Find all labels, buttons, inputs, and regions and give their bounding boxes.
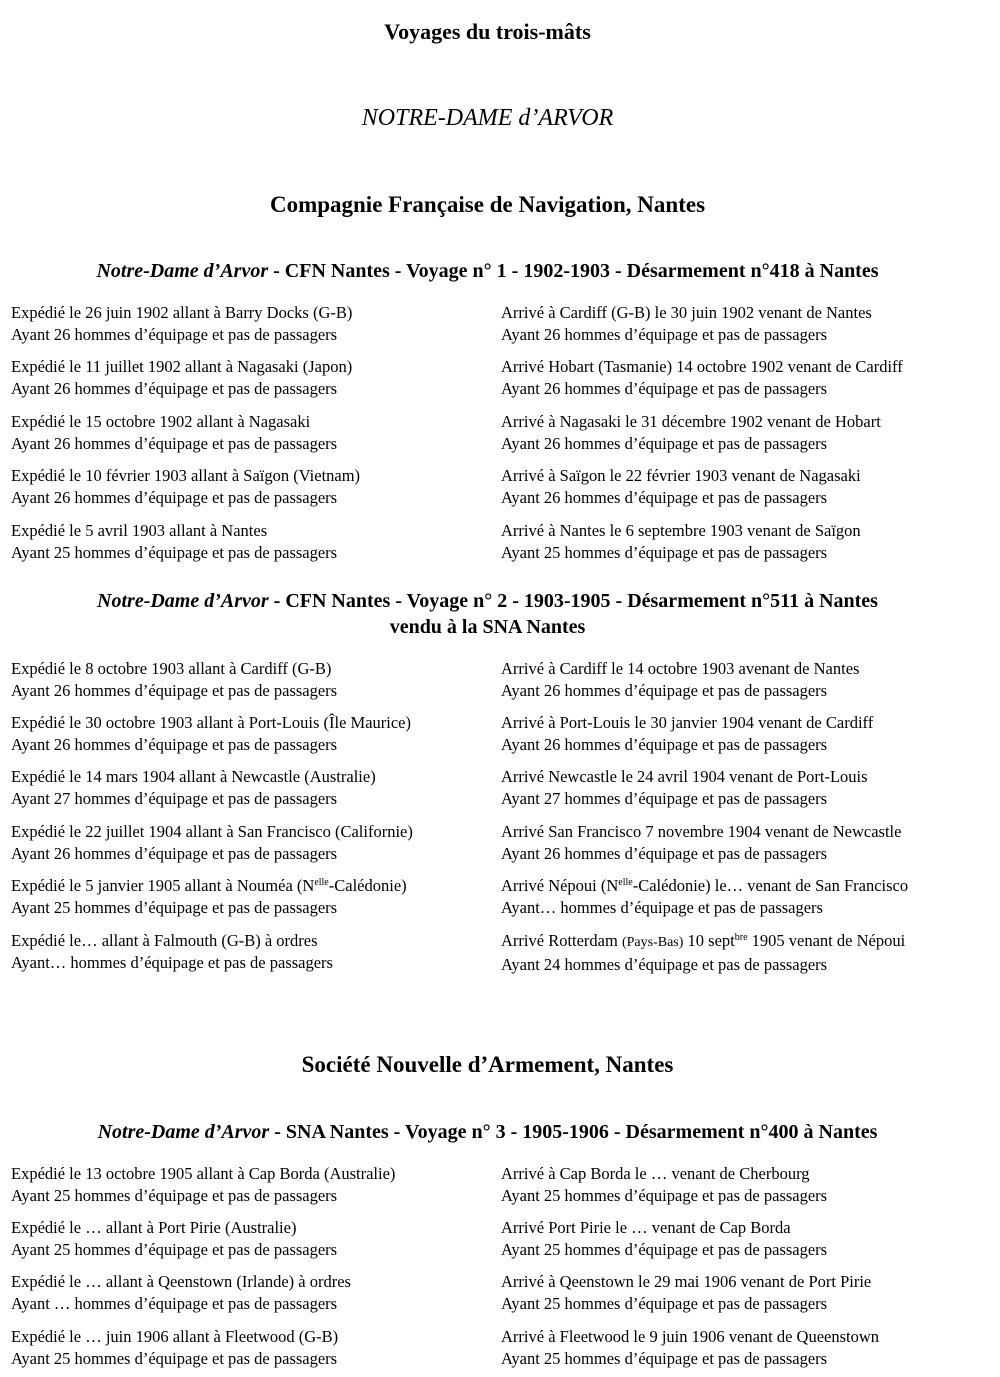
departure-line: Expédié le 15 octobre 1902 allant à Nagasaki xyxy=(11,412,311,431)
voyage-2-arrival-1 xyxy=(501,658,859,701)
arrival-text: -Calédonie) le… venant de San Francisco xyxy=(632,876,909,895)
departure-line: Expédié le 30 octobre 1903 allant à Port-Louis (Île Maurice) xyxy=(11,713,411,732)
voyage-1-arrival-1 xyxy=(501,302,872,345)
voyage-heading-text: - SNA Nantes - Voyage n° 3 - 1905-1906 - Désarmement n°400 à Nantes xyxy=(269,1121,878,1143)
arrival-line: Arrivé à Nantes le 6 septembre 1903 venant de Saïgon xyxy=(501,521,861,540)
company-heading-cfn: Compagnie Française de Navigation, Nantes xyxy=(269,192,706,217)
departure-line xyxy=(11,875,407,897)
arrival-line: Arrivé à Cardiff le 14 octobre 1903 avenant de Nantes xyxy=(501,659,860,678)
voyage-1-arrival-3 xyxy=(501,411,881,454)
crew-line: Ayant 26 hommes d’équipage et pas de passagers xyxy=(501,324,828,344)
voyage-2-departure-3 xyxy=(11,766,376,809)
crew-line: Ayant 25 hommes d’équipage et pas de passagers xyxy=(501,542,828,562)
arrival-line xyxy=(501,875,908,897)
voyage-3-departure-3 xyxy=(11,1271,351,1314)
arrival-line: Arrivé à Saïgon le 22 février 1903 venant de Nagasaki xyxy=(501,466,861,485)
departure-text: Expédié le 5 janvier 1905 allant à Nouméa (N xyxy=(11,876,315,895)
departure-line: Expédié le … allant à Port Pirie (Australie) xyxy=(11,1218,297,1237)
crew-line: Ayant 26 hommes d’équipage et pas de passagers xyxy=(11,324,338,344)
crew-line: Ayant… hommes d’équipage et pas de passagers xyxy=(501,897,823,917)
superscript: elle xyxy=(314,877,329,888)
crew-line: Ayant 26 hommes d’équipage et pas de passagers xyxy=(11,378,338,398)
departure-line: Expédié le 14 mars 1904 allant à Newcastle (Australie) xyxy=(11,767,376,786)
crew-line: Ayant 25 hommes d’équipage et pas de passagers xyxy=(11,1239,338,1259)
voyage-2-departure-1 xyxy=(11,658,337,701)
crew-line: Ayant 27 hommes d’équipage et pas de passagers xyxy=(11,788,338,808)
departure-line: Expédié le 10 février 1903 allant à Saïgon (Vietnam) xyxy=(11,466,361,485)
voyage-2-arrival-4 xyxy=(501,821,901,864)
arrival-line: Arrivé à Nagasaki le 31 décembre 1902 venant de Hobart xyxy=(501,412,881,431)
departure-line: Expédié le 11 juillet 1902 allant à Nagasaki (Japon) xyxy=(11,357,353,376)
departure-line: Expédié le … allant à Qeenstown (Irlande) à ordres xyxy=(11,1272,351,1291)
voyage-3-arrival-4 xyxy=(501,1326,879,1369)
departure-line: Expédié le 13 octobre 1905 allant à Cap Borda (Australie) xyxy=(11,1164,396,1183)
ship-name: NOTRE-DAME d’ARVOR xyxy=(361,105,614,131)
arrival-line: Arrivé Newcastle le 24 avril 1904 venant de Port-Louis xyxy=(501,767,868,786)
arrival-country: (Pays-Bas) xyxy=(621,935,684,950)
crew-line: Ayant 25 hommes d’équipage et pas de passagers xyxy=(11,897,338,917)
voyage-1-departure-5 xyxy=(11,520,337,563)
voyage-3-departure-1 xyxy=(11,1163,395,1206)
crew-line: Ayant 25 hommes d’équipage et pas de passagers xyxy=(501,1239,828,1259)
voyage-2-arrival-5 xyxy=(501,875,908,918)
voyage-ship-name: Notre-Dame d’Arvor xyxy=(96,260,269,282)
crew-line: Ayant… hommes d’équipage et pas de passagers xyxy=(11,952,333,972)
crew-line: Ayant 25 hommes d’équipage et pas de passagers xyxy=(11,1348,338,1368)
voyage-2-arrival-6 xyxy=(501,930,905,975)
superscript: elle xyxy=(618,877,633,888)
arrival-line xyxy=(501,930,905,954)
departure-line: Expédié le 8 octobre 1903 allant à Cardiff (G-B) xyxy=(11,659,332,678)
voyage-1-departure-2 xyxy=(11,356,352,399)
voyage-2-departure-5 xyxy=(11,875,407,918)
crew-line: Ayant 25 hommes d’équipage et pas de passagers xyxy=(11,1185,338,1205)
arrival-text: 10 sept xyxy=(683,931,735,950)
arrival-line: Arrivé à Port-Louis le 30 janvier 1904 venant de Cardiff xyxy=(501,713,874,732)
crew-line: Ayant 26 hommes d’équipage et pas de passagers xyxy=(501,378,828,398)
arrival-line: Arrivé Port Pirie le … venant de Cap Borda xyxy=(501,1218,791,1237)
departure-line: Expédié le … juin 1906 allant à Fleetwood (G-B) xyxy=(11,1327,339,1346)
voyage-1-departure-1 xyxy=(11,302,352,345)
arrival-line: Arrivé à Qeenstown le 29 mai 1906 venant de Port Pirie xyxy=(501,1272,872,1291)
crew-line: Ayant 26 hommes d’équipage et pas de passagers xyxy=(11,680,338,700)
arrival-line: Arrivé à Cardiff (G-B) le 30 juin 1902 venant de Nantes xyxy=(501,303,872,322)
voyage-3-arrival-2 xyxy=(501,1217,827,1260)
voyage-3-departure-4 xyxy=(11,1326,338,1369)
crew-line: Ayant 25 hommes d’équipage et pas de passagers xyxy=(11,542,338,562)
voyage-ship-name: Notre-Dame d’Arvor xyxy=(97,590,269,612)
crew-line: Ayant 26 hommes d’équipage et pas de passagers xyxy=(11,433,338,453)
voyage-2-departure-6 xyxy=(11,930,333,973)
voyage-3-arrival-1 xyxy=(501,1163,827,1206)
voyage-1-departure-4 xyxy=(11,465,360,508)
voyage-1-arrival-4 xyxy=(501,465,861,508)
arrival-line: Arrivé à Cap Borda le … venant de Cherbourg xyxy=(501,1164,810,1183)
voyage-2-heading xyxy=(0,588,975,640)
document-title: Voyages du trois-mâts xyxy=(384,19,591,44)
voyage-1-arrival-2 xyxy=(501,356,903,399)
crew-line: Ayant 27 hommes d’équipage et pas de passagers xyxy=(501,788,828,808)
voyage-1-arrival-5 xyxy=(501,520,861,563)
arrival-line: Arrivé à Fleetwood le 9 juin 1906 venant de Queenstown xyxy=(501,1327,880,1346)
crew-line: Ayant 25 hommes d’équipage et pas de passagers xyxy=(501,1185,828,1205)
arrival-text: 1905 venant de Népoui xyxy=(747,931,906,950)
departure-line: Expédié le 22 juillet 1904 allant à San Francisco (Californie) xyxy=(11,822,413,841)
voyage-2-arrival-3 xyxy=(501,766,868,809)
crew-line: Ayant 26 hommes d’équipage et pas de passagers xyxy=(11,734,338,754)
voyage-3-arrival-3 xyxy=(501,1271,871,1314)
crew-line: Ayant 26 hommes d’équipage et pas de passagers xyxy=(501,843,828,863)
voyage-2-arrival-2 xyxy=(501,712,873,755)
arrival-text: Arrivé Rotterdam xyxy=(501,931,622,950)
departure-line: Expédié le 5 avril 1903 allant à Nantes xyxy=(11,521,268,540)
crew-line: Ayant 26 hommes d’équipage et pas de passagers xyxy=(501,433,828,453)
crew-line: Ayant 26 hommes d’équipage et pas de passagers xyxy=(501,734,828,754)
voyage-ship-name: Notre-Dame d’Arvor xyxy=(97,1121,270,1143)
crew-line: Ayant … hommes d’équipage et pas de passagers xyxy=(11,1293,338,1313)
voyage-1-departure-3 xyxy=(11,411,337,454)
voyage-1-heading xyxy=(0,258,975,284)
crew-line: Ayant 26 hommes d’équipage et pas de passagers xyxy=(501,487,828,507)
voyage-2-departure-2 xyxy=(11,712,411,755)
voyage-3-departure-2 xyxy=(11,1217,337,1260)
voyage-2-departure-4 xyxy=(11,821,413,864)
crew-line: Ayant 25 hommes d’équipage et pas de passagers xyxy=(501,1348,828,1368)
voyage-3-heading xyxy=(0,1119,975,1145)
company-heading-sna: Société Nouvelle d’Armement, Nantes xyxy=(301,1052,674,1077)
arrival-line: Arrivé Hobart (Tasmanie) 14 octobre 1902 venant de Cardiff xyxy=(501,357,903,376)
arrival-text: Arrivé Népoui (N xyxy=(501,876,619,895)
departure-line: Expédié le 26 juin 1902 allant à Barry Docks (G-B) xyxy=(11,303,353,322)
voyage-heading-text: - CFN Nantes - Voyage n° 1 - 1902-1903 - Désarmement n°418 à Nantes xyxy=(268,260,879,282)
crew-line: Ayant 26 hommes d’équipage et pas de passagers xyxy=(501,680,828,700)
crew-line: Ayant 25 hommes d’équipage et pas de passagers xyxy=(501,1293,828,1313)
arrival-line: Arrivé San Francisco 7 novembre 1904 venant de Newcastle xyxy=(501,822,902,841)
crew-line: Ayant 26 hommes d’équipage et pas de passagers xyxy=(11,487,338,507)
voyage-heading-subtitle: vendu à la SNA Nantes xyxy=(389,616,586,638)
departure-line: Expédié le… allant à Falmouth (G-B) à ordres xyxy=(11,931,318,950)
crew-line: Ayant 26 hommes d’équipage et pas de passagers xyxy=(11,843,338,863)
departure-text: -Calédonie) xyxy=(328,876,407,895)
crew-line: Ayant 24 hommes d’équipage et pas de passagers xyxy=(501,954,828,974)
voyage-heading-text: - CFN Nantes - Voyage n° 2 - 1903-1905 - Désarmement n°511 à Nantes xyxy=(268,590,878,612)
superscript: bre xyxy=(734,932,748,943)
